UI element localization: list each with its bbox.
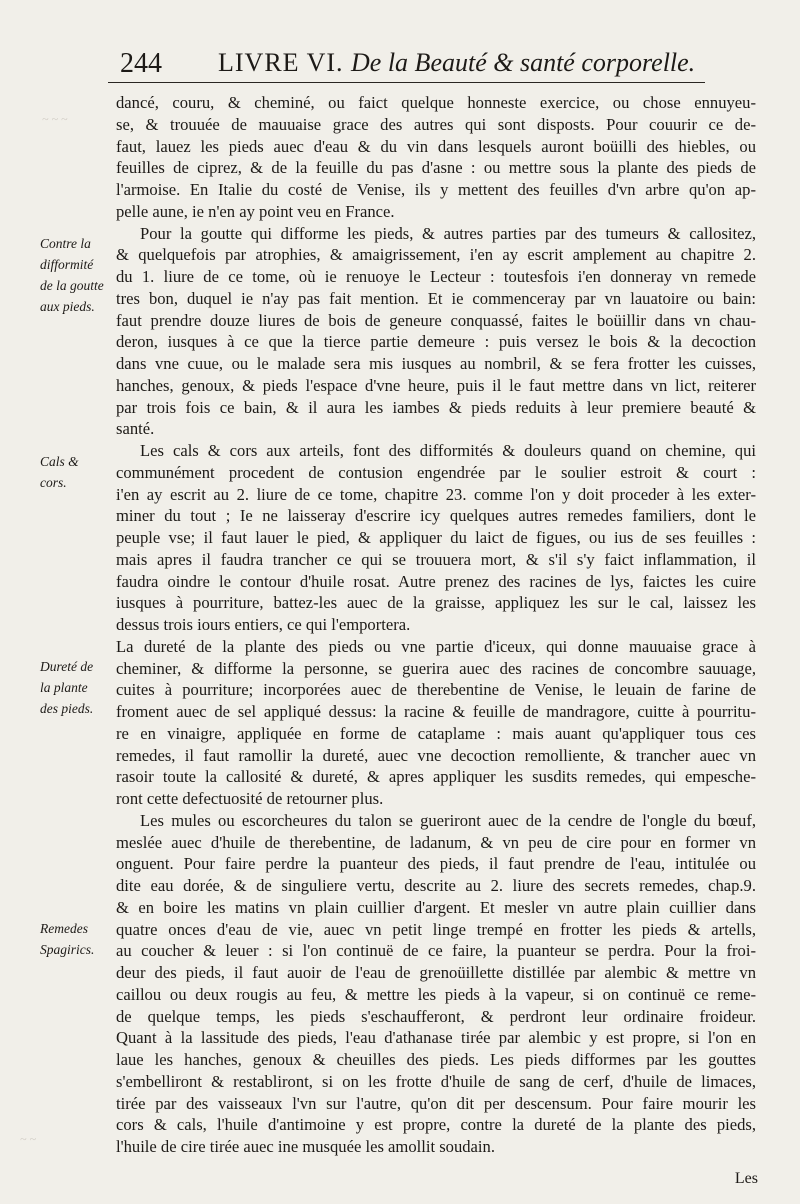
page-header xyxy=(108,42,705,83)
text-line: laue les hanches, genoux & cheuilles des pieds. Les pieds difformes par les gouttes xyxy=(116,1050,756,1069)
text-line: peuple vse; il faut lauer le pied, & appliquer du laict de figues, ou ius de ses feuilles : xyxy=(116,528,756,547)
text-line: ront cette defectuosité de retourner plus. xyxy=(116,789,384,808)
margin-note-line: Contre la xyxy=(40,236,91,251)
text-line: santé. xyxy=(116,419,155,439)
text-line: Pour la goutte qui difforme les pieds, & autres parties par des tumeurs & callositez, xyxy=(140,223,756,243)
text-line: mais apres il faudra trancher ce qui se trouuera mort, & s'il s'y faict inflammation, il xyxy=(116,549,756,569)
text-line: feuilles de ciprez, & de la feuille du pas d'asne : ou mettre sous la plante des pieds de xyxy=(116,158,756,178)
text-line: froment auec de sel appliqué dessus: la racine & feuille de mandragore, cuitte à pourritu- xyxy=(116,702,756,721)
text-line: dite eau dorée, & de singuliere vertu, descrite au 2. liure des secrets remedes, chap.9. xyxy=(116,876,756,895)
text-line: meslée auec d'huile de therebentine, de ladanum, & vn peu de cire pour en former vn xyxy=(116,832,756,852)
text-line: Quant à la lassitude des pieds, l'eau d'athanase tirée par alembic y est propre, si l'on en xyxy=(116,1028,756,1048)
text-line: pelle aune, ie n'en ay point veu en France. xyxy=(116,201,395,221)
text-line: dessus trois iours entiers, ce qui l'emportera. xyxy=(116,615,411,634)
text-line: communément procedent de contusion engendrée par le soulier estroit & court : xyxy=(116,462,756,482)
margin-note-line: aux pieds. xyxy=(40,299,95,314)
text-line: s'embelliront & restabliront, si on les frotte d'huile de sang de cerf, d'huile de limaces, xyxy=(116,1071,756,1091)
text-line: hanches, genoux, & pieds l'espace d'vne heure, puis il le faut mettre dans vn lict, reiterer xyxy=(116,375,756,395)
text-line: par trois fois ce bain, & il aura les iambes & pieds reduits à leur premiere beauté & xyxy=(116,397,756,417)
margin-note-spagirics xyxy=(40,918,122,960)
text-line: du 1. liure de ce tome, où ie renuoye le Lecteur : toutesfois i'en donneray vn remede xyxy=(116,267,756,286)
margin-note-goutte xyxy=(40,233,122,317)
text-line: au coucher & leuer : si l'on continuë de ce faire, la puanteur se perdra. Pour la froi- xyxy=(116,941,756,961)
running-head-book: LIVRE VI. xyxy=(218,48,344,77)
text-line: onguent. Pour faire perdre la puanteur des pieds, il faut prendre de l'eau, intitulée ou xyxy=(116,854,756,874)
text-line: La dureté de la plante des pieds ou vne partie d'iceux, qui donne mauuaise grace à xyxy=(116,636,756,656)
text-line: remedes, il faut ramollir la dureté, auec vne decoction remolliente, & trancher auec vn xyxy=(116,745,756,765)
margin-note-line: Remedes xyxy=(40,921,88,936)
text-line: faudra oindre le contour d'huile rosat. Autre prenez des racines de lys, faictes les cuire xyxy=(116,571,756,591)
margin-note-line: difformité xyxy=(40,257,94,272)
body-text xyxy=(116,92,756,1158)
paragraph xyxy=(116,223,756,441)
margin-note-line: Spagirics. xyxy=(40,942,95,957)
margin-note-cals xyxy=(40,451,122,493)
margin-note-line: cors. xyxy=(40,475,67,490)
text-line: de quelque temps, les pieds s'eschaufferont, & perdront leur ordinaire froideur. xyxy=(116,1006,756,1026)
text-line: tres bon, duquel ie n'ay pas fait mention. Et ie commenceray par vn lauatoire ou bain: xyxy=(116,288,756,308)
text-line: miner du tout ; Ie ne laisseray d'escrire icy quelques autres remedes familiers, dont le xyxy=(116,506,756,526)
text-line: i'en ay escrit au 2. liure de ce tome, chapitre 23. comme l'on y doit proceder à les exter- xyxy=(116,484,756,504)
running-head-title: De la Beauté & santé corporelle. xyxy=(351,48,696,77)
text-line: deur des pieds, il faut auoir de l'eau de grenoüillette distillée par alembic & mettre vn xyxy=(116,963,756,982)
text-line: se, & trouuée de mauuaise grace des autres qui sont disposts. Pour couurir ce de- xyxy=(116,114,756,134)
text-line: dans vne cuue, ou le malade sera mis iusques au nombril, & se fera frotter les cuisses, xyxy=(116,354,756,373)
text-line: tirée par des vaisseaux l'vn sur l'autre, qu'on dit per descensum. Pour faire mourir les xyxy=(116,1093,756,1113)
text-line: Les cals & cors aux arteils, font des difformités & douleurs quand on chemine, qui xyxy=(140,441,756,460)
margin-note-line: de la goutte xyxy=(40,278,104,293)
paragraph xyxy=(116,440,756,636)
text-line: l'armoise. En Italie du costé de Venise, ils y mettent des feuilles d'vn arbre qu'on ap- xyxy=(116,180,756,199)
text-line: iusques à pourriture, battez-les auec de la graisse, appliquez les sur le cal, laissez les xyxy=(116,593,756,613)
text-line: cors & cals, l'huile d'antimoine y est propre, contre la dureté de la plante des pieds, xyxy=(116,1115,756,1135)
text-line: faut prendre douze liures de bois de geneure conquassé, faites le boüillir dans vn chau- xyxy=(116,310,756,330)
text-line: & en boire les matins vn plain cuillier d'argent. Et mesler vn autre plain cuillier dans xyxy=(116,897,756,917)
running-head xyxy=(218,48,695,78)
text-line: caillou ou deux rougis au feu, & mettre les pieds à la vapeur, si on continuë ce reme- xyxy=(116,984,756,1004)
catchword: Les xyxy=(734,1170,758,1187)
text-line: quatre onces d'eau de vie, auec vn petit linge trempé en frotter les pieds & artells, xyxy=(116,919,756,939)
paragraph xyxy=(116,92,756,223)
show-through-mark: ~ ~ ~ xyxy=(42,112,68,126)
margin-note-line: Dureté de xyxy=(40,659,94,674)
text-line: rasoir toute la callosité & dureté, & apres appliquer les susdits remedes, qui empesche- xyxy=(116,767,756,787)
margin-note-line: des pieds. xyxy=(40,701,94,716)
text-line: cuites à pourriture; incorporées auec de therebentine de Venise, le leuain de farine de xyxy=(116,680,756,700)
page-number: 244 xyxy=(120,48,162,79)
margin-note-line: la plante xyxy=(40,680,88,695)
text-line: l'huile de cire tirée auec ine musquée les amollit soudain. xyxy=(116,1137,495,1156)
text-line: faut, lauez les pieds auec d'eau & du vin dans lesquels auront boüilli des hiebles, ou xyxy=(116,136,756,156)
paragraph xyxy=(116,636,756,810)
margin-note-durete xyxy=(40,656,122,719)
text-line: cheminer, & difforme la personne, se guerira auec des racines de concombre sauuage, xyxy=(116,658,756,678)
paragraph xyxy=(116,810,756,1158)
text-line: deron, iusques à ce que la tierce partie demeure : puis versez le bois & la decoction xyxy=(116,332,756,352)
text-line: Les mules ou escorcheures du talon se gueriront auec de la cendre de l'ongle du bœuf, xyxy=(140,810,756,830)
margin-note-line: Cals & xyxy=(40,454,79,469)
text-line: re en vinaigre, appliquée en forme de cataplame : mais auant qu'appliquer tous ces xyxy=(116,723,756,743)
text-line: dancé, couru, & cheminé, ou faict quelque honneste exercice, ou chose ennuyeu- xyxy=(116,93,756,112)
show-through-mark: ~ ~ xyxy=(20,1132,36,1146)
text-line: & quelquefois par atrophies, & amaigrissement, i'en ay escrit amplement au chapitre 2. xyxy=(116,245,756,265)
